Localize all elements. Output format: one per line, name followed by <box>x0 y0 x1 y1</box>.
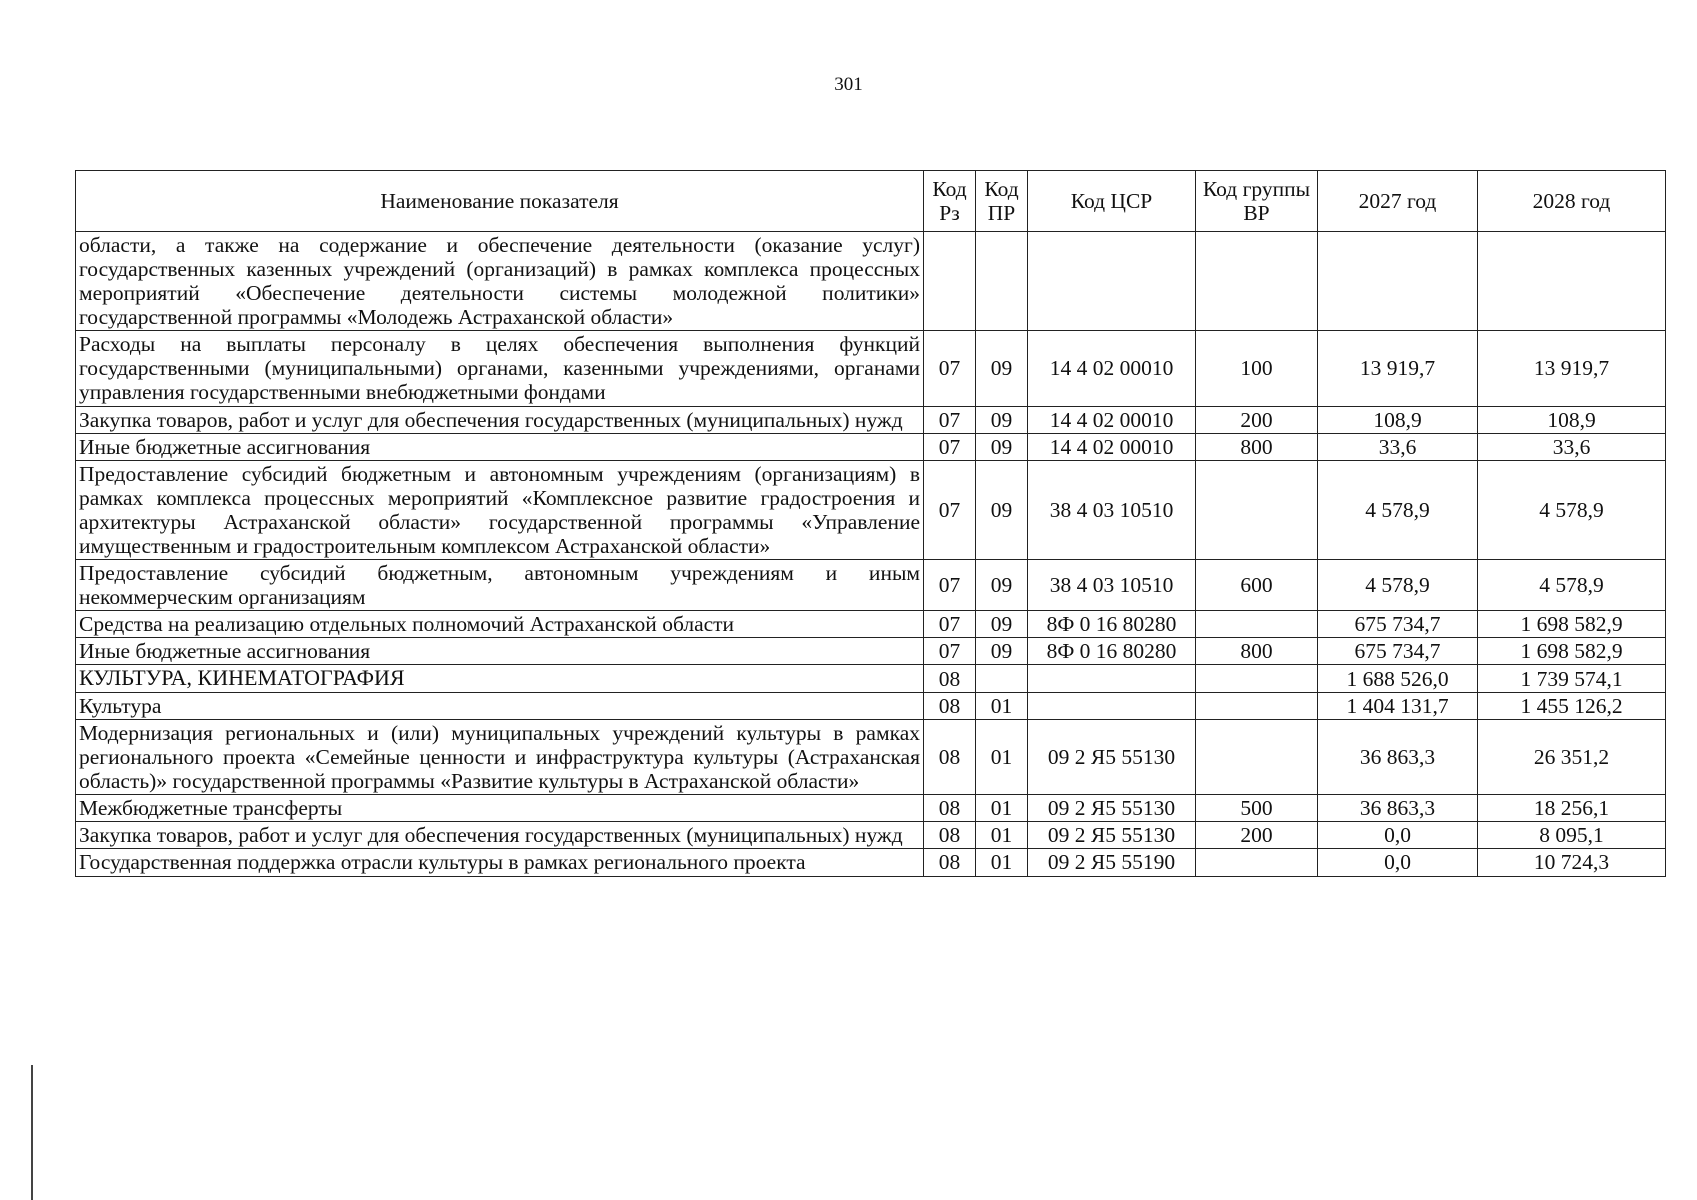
table-row <box>76 433 1666 460</box>
row-rz-cell: 07 <box>924 331 976 406</box>
row-rz-cell: 07 <box>924 611 976 638</box>
header-vr: Код группы ВР <box>1196 171 1318 232</box>
row-vr-cell: 800 <box>1196 433 1318 460</box>
row-2028-cell: 18 256,1 <box>1478 795 1666 822</box>
row-csr-cell: 8Ф 0 16 80280 <box>1028 638 1196 665</box>
row-rz-cell: 08 <box>924 720 976 795</box>
table-row <box>76 822 1666 849</box>
row-name-cell: области, а также на содержание и обеспечение деятельности (оказание услуг) государственных казенных учреждений (организаций) в рамках комплекса процессных мероприятий «Обеспечение деятельности системы молодежной политики» государственной программы «Молодежь Астраханской области» <box>76 232 924 331</box>
table-row <box>76 720 1666 795</box>
row-pr-cell: 09 <box>976 406 1028 433</box>
row-pr-cell <box>976 232 1028 331</box>
table-row <box>76 849 1666 876</box>
row-2027-cell: 36 863,3 <box>1318 795 1478 822</box>
row-rz-cell: 07 <box>924 460 976 559</box>
row-pr-cell: 09 <box>976 460 1028 559</box>
row-rz-cell: 07 <box>924 560 976 611</box>
page-number: 301 <box>834 74 863 95</box>
table-body <box>76 232 1666 877</box>
row-pr-cell <box>976 665 1028 693</box>
row-csr-cell: 38 4 03 10510 <box>1028 460 1196 559</box>
row-pr-cell: 09 <box>976 433 1028 460</box>
row-name-cell: Закупка товаров, работ и услуг для обеспечения государственных (муниципальных) нужд <box>76 406 924 433</box>
row-vr-cell: 600 <box>1196 560 1318 611</box>
row-csr-cell: 8Ф 0 16 80280 <box>1028 611 1196 638</box>
row-name-cell: Средства на реализацию отдельных полномочий Астраханской области <box>76 611 924 638</box>
header-csr: Код ЦСР <box>1028 171 1196 232</box>
row-2028-cell: 1 455 126,2 <box>1478 692 1666 719</box>
table-row <box>76 460 1666 559</box>
row-pr-cell: 01 <box>976 795 1028 822</box>
row-name-cell: Расходы на выплаты персоналу в целях обеспечения выполнения функций государственными (муниципальными) органами, казенными учреждениями, органами управления государственными внебюджетными фондами <box>76 331 924 406</box>
row-2027-cell: 675 734,7 <box>1318 638 1478 665</box>
row-vr-cell: 100 <box>1196 331 1318 406</box>
row-name-cell: Культура <box>76 692 924 719</box>
row-2027-cell: 0,0 <box>1318 849 1478 876</box>
row-csr-cell: 14 4 02 00010 <box>1028 433 1196 460</box>
row-name-cell: Предоставление субсидий бюджетным и автономным учреждениям (организациям) в рамках комплекса процессных мероприятий «Комплексное развитие градостроения и архитектуры Астраханской области» государственной программы «Управление имущественным и градостроительным комплексом Астраханской области» <box>76 460 924 559</box>
row-vr-cell <box>1196 232 1318 331</box>
row-pr-cell: 01 <box>976 720 1028 795</box>
row-pr-cell: 09 <box>976 331 1028 406</box>
row-2028-cell: 8 095,1 <box>1478 822 1666 849</box>
row-2027-cell: 33,6 <box>1318 433 1478 460</box>
row-rz-cell: 08 <box>924 795 976 822</box>
row-vr-cell: 200 <box>1196 406 1318 433</box>
row-2027-cell: 108,9 <box>1318 406 1478 433</box>
table-row <box>76 692 1666 719</box>
row-pr-cell: 01 <box>976 692 1028 719</box>
row-name-cell: Государственная поддержка отрасли культуры в рамках регионального проекта <box>76 849 924 876</box>
row-2028-cell <box>1478 232 1666 331</box>
table-row <box>76 232 1666 331</box>
row-2028-cell: 33,6 <box>1478 433 1666 460</box>
row-2027-cell: 1 404 131,7 <box>1318 692 1478 719</box>
header-pr: Код ПР <box>976 171 1028 232</box>
row-vr-cell <box>1196 460 1318 559</box>
row-2028-cell: 13 919,7 <box>1478 331 1666 406</box>
row-vr-cell: 800 <box>1196 638 1318 665</box>
row-csr-cell <box>1028 232 1196 331</box>
row-2027-cell <box>1318 232 1478 331</box>
row-rz-cell: 08 <box>924 822 976 849</box>
table-row <box>76 638 1666 665</box>
row-vr-cell <box>1196 720 1318 795</box>
header-name: Наименование показателя <box>76 171 924 232</box>
row-rz-cell: 08 <box>924 849 976 876</box>
row-rz-cell: 07 <box>924 433 976 460</box>
row-2027-cell: 4 578,9 <box>1318 460 1478 559</box>
header-2028: 2028 год <box>1478 171 1666 232</box>
row-2027-cell: 675 734,7 <box>1318 611 1478 638</box>
row-vr-cell: 500 <box>1196 795 1318 822</box>
table-row <box>76 560 1666 611</box>
header-2027: 2027 год <box>1318 171 1478 232</box>
row-rz-cell <box>924 232 976 331</box>
row-csr-cell: 38 4 03 10510 <box>1028 560 1196 611</box>
row-rz-cell: 07 <box>924 638 976 665</box>
table-row <box>76 665 1666 693</box>
table-row <box>76 406 1666 433</box>
row-2027-cell: 13 919,7 <box>1318 331 1478 406</box>
table-row <box>76 795 1666 822</box>
row-csr-cell: 14 4 02 00010 <box>1028 406 1196 433</box>
row-pr-cell: 09 <box>976 638 1028 665</box>
row-2028-cell: 4 578,9 <box>1478 460 1666 559</box>
row-2028-cell: 10 724,3 <box>1478 849 1666 876</box>
row-2027-cell: 1 688 526,0 <box>1318 665 1478 693</box>
row-csr-cell: 14 4 02 00010 <box>1028 331 1196 406</box>
row-csr-cell: 09 2 Я5 55130 <box>1028 822 1196 849</box>
row-name-cell: КУЛЬТУРА, КИНЕМАТОГРАФИЯ <box>76 665 924 693</box>
row-2028-cell: 4 578,9 <box>1478 560 1666 611</box>
row-name-cell: Закупка товаров, работ и услуг для обеспечения государственных (муниципальных) нужд <box>76 822 924 849</box>
row-csr-cell <box>1028 665 1196 693</box>
row-name-cell: Иные бюджетные ассигнования <box>76 433 924 460</box>
row-pr-cell: 01 <box>976 822 1028 849</box>
row-2028-cell: 108,9 <box>1478 406 1666 433</box>
row-2027-cell: 36 863,3 <box>1318 720 1478 795</box>
row-2028-cell: 1 698 582,9 <box>1478 611 1666 638</box>
row-name-cell: Иные бюджетные ассигнования <box>76 638 924 665</box>
row-2027-cell: 4 578,9 <box>1318 560 1478 611</box>
row-rz-cell: 08 <box>924 665 976 693</box>
row-csr-cell <box>1028 692 1196 719</box>
row-csr-cell: 09 2 Я5 55130 <box>1028 795 1196 822</box>
row-2028-cell: 1 698 582,9 <box>1478 638 1666 665</box>
row-csr-cell: 09 2 Я5 55190 <box>1028 849 1196 876</box>
row-vr-cell <box>1196 665 1318 693</box>
row-csr-cell: 09 2 Я5 55130 <box>1028 720 1196 795</box>
row-pr-cell: 01 <box>976 849 1028 876</box>
row-rz-cell: 08 <box>924 692 976 719</box>
row-vr-cell <box>1196 849 1318 876</box>
table-header-row <box>76 171 1666 232</box>
header-rz: Код Рз <box>924 171 976 232</box>
row-pr-cell: 09 <box>976 560 1028 611</box>
row-vr-cell <box>1196 692 1318 719</box>
row-name-cell: Межбюджетные трансферты <box>76 795 924 822</box>
row-pr-cell: 09 <box>976 611 1028 638</box>
table-row <box>76 331 1666 406</box>
row-name-cell: Модернизация региональных и (или) муниципальных учреждений культуры в рамках регионального проекта «Семейные ценности и инфраструктура культуры (Астраханская область)» государственной программы «Развитие культуры в Астраханской области» <box>76 720 924 795</box>
row-rz-cell: 07 <box>924 406 976 433</box>
budget-table <box>75 170 1666 877</box>
row-2028-cell: 26 351,2 <box>1478 720 1666 795</box>
row-vr-cell: 200 <box>1196 822 1318 849</box>
row-2028-cell: 1 739 574,1 <box>1478 665 1666 693</box>
table-row <box>76 611 1666 638</box>
row-name-cell: Предоставление субсидий бюджетным, автономным учреждениям и иным некоммерческим организациям <box>76 560 924 611</box>
row-vr-cell <box>1196 611 1318 638</box>
row-2027-cell: 0,0 <box>1318 822 1478 849</box>
scan-margin-line <box>31 1065 33 1200</box>
